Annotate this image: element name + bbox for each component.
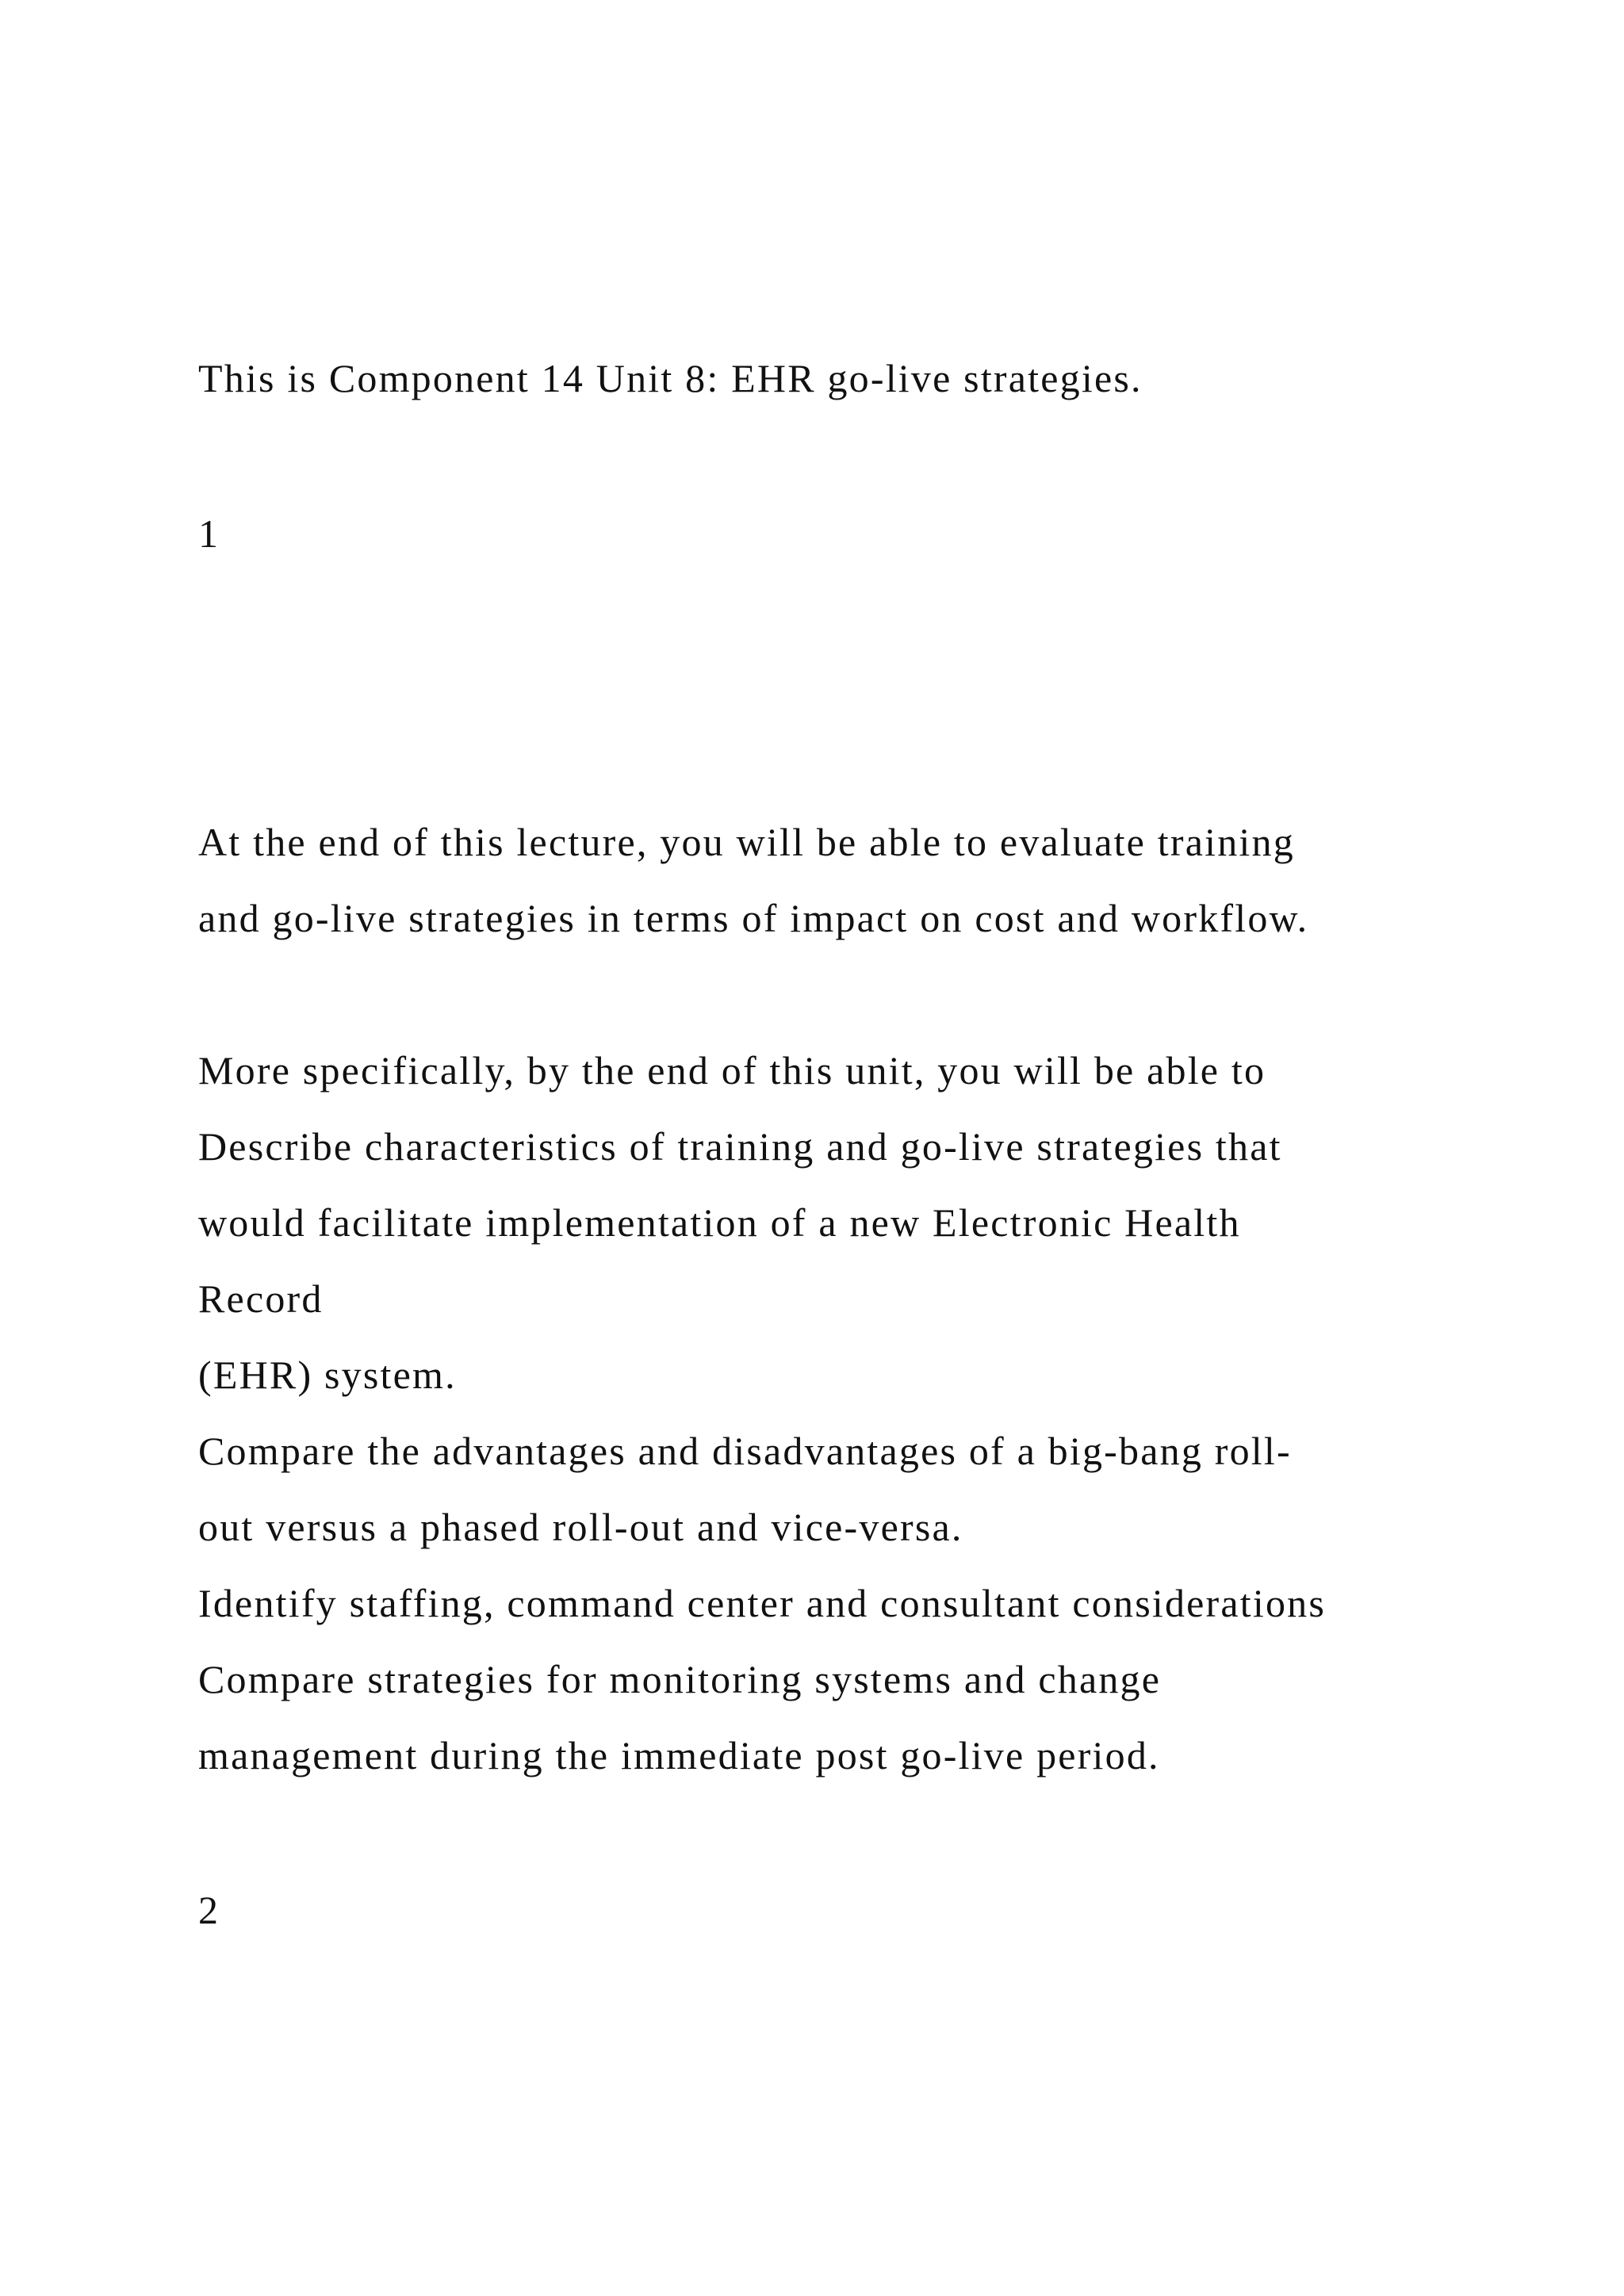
objective-line-3: would facilitate implementation of a new Electronic Health [198, 1200, 1241, 1245]
objective-line-5: (EHR) system. [198, 1353, 457, 1397]
objective-line-6: Compare the advantages and disadvantages of a big-bang roll- [198, 1429, 1292, 1473]
objective-line-4: Record [198, 1276, 324, 1321]
objective-line-8: Identify staffing, command center and consultant considerations [198, 1581, 1327, 1625]
page-number-2: 2 [198, 1888, 220, 1932]
objective-line-9: Compare strategies for monitoring systems and change [198, 1657, 1162, 1701]
page-number-1: 1 [198, 511, 220, 556]
intro-line-2: and go-live strategies in terms of impact on cost and workflow. [198, 896, 1309, 940]
section-1-text: This is Component 14 Unit 8: EHR go-live strategies. [198, 356, 1143, 400]
objective-line-1: More specifically, by the end of this unit, you will be able to [198, 1048, 1266, 1093]
objective-line-10: management during the immediate post go-live period. [198, 1733, 1160, 1777]
intro-line-1: At the end of this lecture, you will be able to evaluate training [198, 820, 1295, 864]
objective-line-7: out versus a phased roll-out and vice-versa. [198, 1505, 963, 1549]
objective-line-2: Describe characteristics of training and go-live strategies that [198, 1124, 1282, 1169]
